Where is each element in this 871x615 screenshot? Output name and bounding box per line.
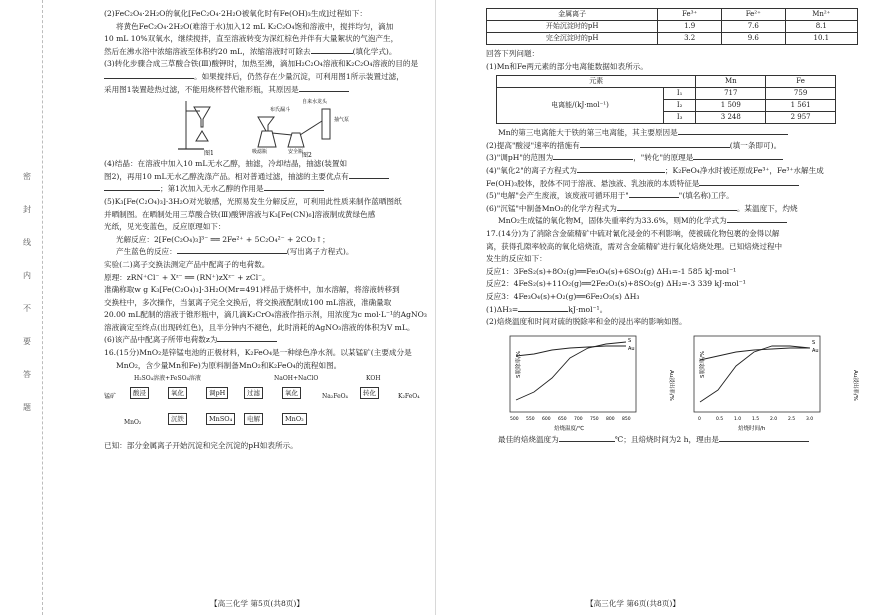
text-line: 光解反应：2[Fe(C₂O₄)₃]³⁻ ══ 2Fe²⁺ + 5C₂O₄²⁻ + 2CO₂↑； bbox=[116, 234, 330, 244]
svg-text:S脱除率/%: S脱除率/% bbox=[516, 350, 522, 378]
ph-table bbox=[486, 8, 858, 45]
answer-blank[interactable] bbox=[699, 185, 799, 186]
text-line: 准确称取w g K₃[Fe(C₂O₄)₃]·3H₂O(Mr=491)样品于烧杯中，加水溶解，将溶液转移到 bbox=[104, 285, 400, 295]
svg-text:焙烧时间/h: 焙烧时间/h bbox=[738, 425, 766, 432]
text-line: 将黄色FeC₂O₄·2H₂O(难溶于水)加入12 mL K₂C₂O₄饱和溶液中，搅拌均匀，滴加 bbox=[116, 21, 394, 31]
text-line: 产生蓝色的反应： (写出离子方程式)。 bbox=[116, 247, 354, 257]
figure-1-caption: 图1 bbox=[204, 150, 214, 158]
answer-blank[interactable] bbox=[678, 134, 788, 135]
left-content bbox=[104, 8, 430, 453]
text-line: 采用图1装置趁热过滤，不能用烧杯替代锥形瓶，其原因是 bbox=[104, 84, 430, 97]
text-line: 16.(15分)MnO₂是锌锰电池的正极材料，K₂FeO₄是一种绿色净水剂。以某锰矿(主要成分是 bbox=[104, 348, 412, 358]
process-flowchart: H₂SO₄溶液+FeSO₄溶液 NaOH+NaClO KOH 锰矿 酸浸 氧化 调pH 过滤 氧化 Na₂FeO₄ 转化 K₂FeO₄ MnO₂ 沉铁 MnSO₄ 电解 MnO₂ bbox=[104, 375, 420, 427]
table-row: I₂ 1 509 1 561 bbox=[497, 100, 836, 112]
text-line: 实验(二)离子交换法测定产品中配离子的电荷数。 bbox=[104, 259, 270, 269]
svg-text:S: S bbox=[812, 339, 816, 346]
table-row: 电离能/(kJ·mol⁻¹) I₁ 717 759 bbox=[497, 88, 836, 100]
svg-text:Au浸出率/%: Au浸出率/% bbox=[852, 369, 858, 401]
svg-text:500: 500 bbox=[510, 416, 519, 422]
text-line: MnO₂生成锰的氧化物M，固体失重率约为33.6%，则M的化学式为 bbox=[486, 215, 858, 228]
figure-2-caption: 图2 bbox=[302, 152, 312, 160]
svg-text:吸滤瓶: 吸滤瓶 bbox=[252, 149, 268, 156]
text-line: (4)结晶：在溶液中加入10 mL无水乙醇，抽滤，冷却结晶，抽滤(装置如 bbox=[104, 159, 348, 169]
svg-text:Au: Au bbox=[812, 347, 819, 354]
ionization-energy-table bbox=[496, 75, 836, 124]
text-line: 离，获得孔隙率较高的氧化焙烧渣，需对含金硫精矿进行氧化焙烧处理。已知焙烧过程中 bbox=[486, 241, 783, 251]
svg-text:0.5: 0.5 bbox=[716, 416, 724, 422]
svg-text:Au: Au bbox=[628, 345, 635, 352]
text-line: 交换柱中，多次操作，当氯离子完全交换后，将交换液配制成100 mL溶液，准确量取 bbox=[104, 297, 392, 307]
text-line: (4)"氧化2"的离子方程式为 ；K₂FeO₄净水时被还原成Fe³⁺，Fe³⁺水解生成 bbox=[486, 165, 824, 175]
svg-text:800: 800 bbox=[606, 416, 615, 422]
text-line: 回答下列问题： bbox=[486, 49, 540, 58]
answer-blank[interactable] bbox=[217, 341, 277, 342]
svg-text:850: 850 bbox=[622, 416, 631, 422]
figure-1-filtration bbox=[174, 97, 244, 157]
svg-text:抽气泵: 抽气泵 bbox=[334, 117, 350, 124]
answer-blank[interactable] bbox=[264, 190, 324, 191]
margin-label: 密 封 线 内 不 要 答 题 bbox=[23, 172, 31, 412]
series-s-line bbox=[516, 342, 626, 400]
svg-text:S: S bbox=[628, 337, 632, 344]
svg-text:1.0: 1.0 bbox=[734, 416, 742, 422]
page-footer: 【高三化学 第6页(共8页)】 bbox=[586, 599, 680, 608]
svg-text:650: 650 bbox=[558, 416, 567, 422]
answer-blank[interactable] bbox=[629, 197, 679, 198]
text-line: 原理：zRN⁺Cl⁻ + Xᶻ⁻ ══ (RN⁺)zXᶻ⁻ + zCl⁻。 bbox=[104, 272, 270, 282]
answer-blank[interactable] bbox=[577, 172, 665, 173]
text-line: 图2)，再用10 mL无水乙醇洗涤产品。相对普通过滤，抽滤的主要优点有 bbox=[104, 171, 430, 184]
right-page bbox=[435, 0, 871, 615]
table-header-row: 金属离子 Fe³⁺ Fe²⁺ Mn²⁺ bbox=[487, 9, 858, 21]
text-line: 光纸，见光变蓝色，反应原理如下： bbox=[104, 222, 226, 232]
answer-blank[interactable] bbox=[104, 78, 194, 79]
text-line: (6)该产品中配离子所带电荷数z为 bbox=[104, 334, 430, 347]
table-header-row: 元素 Mn Fe bbox=[497, 76, 836, 88]
svg-text:自来水龙头: 自来水龙头 bbox=[302, 99, 328, 106]
text-line: 发生的反应如下： bbox=[486, 254, 547, 264]
chart-time bbox=[670, 330, 858, 434]
svg-text:焙烧温度/℃: 焙烧温度/℃ bbox=[554, 425, 585, 432]
table-row: 完全沉淀时的pH 3.2 9.6 10.1 bbox=[487, 33, 858, 45]
text-line: (6)"沉锰"中制备MnO₂的化学方程式为 。某温度下，灼烧 bbox=[486, 203, 798, 213]
svg-text:S脱除率/%: S脱除率/% bbox=[700, 350, 706, 378]
text-line: (1)ΔH₃= kJ·mol⁻¹。 bbox=[486, 304, 608, 314]
text-line: (2)焙烧温度和时间对硫的脱除率和金的浸出率的影响如图。 bbox=[486, 317, 687, 327]
answer-blank[interactable] bbox=[580, 147, 730, 148]
text-line: (3)转化步骤合成三草酸合铁(Ⅲ)酸钾时，加热至沸，滴加H₂C₂O₄溶液和K₂C₂O₄溶液的目的是 bbox=[104, 59, 419, 69]
answer-blank[interactable] bbox=[553, 159, 633, 160]
svg-text:Au浸出率/%: Au浸出率/% bbox=[668, 369, 674, 401]
table-row: I₃ 3 248 2 957 bbox=[497, 112, 836, 124]
binding-margin bbox=[0, 0, 43, 615]
text-line: (2)FeC₂O₄·2H₂O的氧化[FeC₂O₄·2H₂O被氧化时有Fe(OH)₃生成]过程如下： bbox=[104, 9, 367, 18]
text-line: 20.00 mL配制的溶液于锥形瓶中，滴几滴K₂CrO₄溶液作指示剂，用浓度为c mol·L⁻¹的AgNO₃ bbox=[104, 310, 427, 320]
right-content bbox=[486, 8, 858, 446]
text-line: (1)Mn和Fe两元素的部分电离能数据如表所示。 bbox=[486, 61, 648, 71]
answer-blank[interactable] bbox=[559, 441, 615, 442]
svg-text:700: 700 bbox=[574, 416, 583, 422]
svg-text:2.0: 2.0 bbox=[770, 416, 778, 422]
answer-blank[interactable] bbox=[177, 253, 287, 254]
text-line: Mn的第三电离能大于铁的第三电离能，其主要原因是 bbox=[486, 127, 858, 140]
text-line: 反应1：3FeS₂(s)+8O₂(g)══Fe₃O₄(s)+6SO₂(g) ΔH₁=-1 585 kJ·mol⁻¹ bbox=[486, 266, 737, 276]
text-line: (5)"电解"会产生废液，该废液可循环用于" "(填名称)工序。 bbox=[486, 191, 734, 201]
answer-blank[interactable] bbox=[104, 190, 160, 191]
answer-blank[interactable] bbox=[693, 159, 783, 160]
series-au-line bbox=[700, 348, 810, 360]
answer-blank[interactable] bbox=[299, 91, 349, 92]
text-line: ；第1次加入无水乙醇的作用是 bbox=[104, 183, 430, 196]
text-line: 。如果搅拌后，仍然存在少量沉淀，可利用图1所示装置过滤， bbox=[104, 71, 430, 84]
text-line: 溶液滴定至终点(出现砖红色)，且半分钟内不褪色，此时消耗的AgNO₃溶液的体积为V mL。 bbox=[104, 322, 415, 332]
svg-text:2.5: 2.5 bbox=[788, 416, 796, 422]
text-line: 17.(14分)为了消除含金硫精矿中硫对氰化浸金的不利影响，使被硫化物包裹的金得以解 bbox=[486, 228, 780, 238]
svg-text:550: 550 bbox=[526, 416, 535, 422]
text-line: 最佳的焙烧温度为 ℃；且焙烧时间为2 h，理由是 bbox=[486, 434, 858, 447]
text-line: 已知：部分金属离子开始沉淀和完全沉淀的pH如表所示。 bbox=[104, 441, 298, 451]
series-au-line bbox=[516, 346, 626, 356]
roasting-charts bbox=[486, 330, 858, 434]
table-row: 开始沉淀时的pH 1.9 7.6 8.1 bbox=[487, 21, 858, 33]
svg-text:750: 750 bbox=[590, 416, 599, 422]
text-line: MnO₂，含少量Mn和Fe)为原料制备MnO₂和K₂FeO₄的流程如图。 bbox=[116, 360, 342, 370]
answer-blank[interactable] bbox=[719, 441, 809, 442]
chart-temperature bbox=[486, 330, 674, 434]
answer-blank[interactable] bbox=[617, 210, 737, 211]
text-line: 反应3：4Fe₃O₄(s)+O₂(g)══6Fe₂O₃(s) ΔH₃ bbox=[486, 291, 640, 301]
text-line: 然后在沸水浴中浓缩溶液至体积约20 mL，浓缩溶液时可除去 (填化学式)。 bbox=[104, 46, 397, 56]
series-s-line bbox=[700, 346, 810, 402]
svg-text:0: 0 bbox=[698, 416, 701, 422]
figure-2-suction bbox=[248, 97, 368, 160]
text-line: 反应2：4FeS₂(s)+11O₂(g)══2Fe₂O₃(s)+8SO₂(g) ΔH₂=-3 339 kJ·mol⁻¹ bbox=[486, 279, 746, 289]
answer-blank[interactable] bbox=[311, 53, 353, 54]
text-line: (3)"调pH"的范围为 ，"转化"的原理是 bbox=[486, 152, 858, 165]
text-line: (2)提高"酸浸"速率的措施有 (填一条即可)。 bbox=[486, 140, 782, 150]
text-line: Fe(OH)₃胶体，胶体不同于溶液、悬浊液、乳浊液的本质特征是 bbox=[486, 178, 858, 191]
answer-blank[interactable] bbox=[518, 311, 568, 312]
svg-text:600: 600 bbox=[542, 416, 551, 422]
svg-text:3.0: 3.0 bbox=[806, 416, 814, 422]
left-page bbox=[0, 0, 435, 615]
text-line: 10 mL 10%双氧水，继续搅拌，直至溶液转变为深红棕色并伴有大量絮状的气泡产生， bbox=[104, 34, 399, 44]
svg-text:安全瓶: 安全瓶 bbox=[288, 149, 304, 156]
answer-blank[interactable] bbox=[349, 178, 389, 179]
svg-text:1.5: 1.5 bbox=[752, 416, 760, 422]
text-line: (5)K₃[Fe(C₂O₄)₃]·3H₂O对光敏感，光照易发生分解反应，可利用此性质来制作蓝晒图纸 bbox=[104, 196, 402, 206]
answer-blank[interactable] bbox=[727, 222, 787, 223]
svg-text:布氏漏斗: 布氏漏斗 bbox=[270, 107, 291, 114]
text-line: 并晒制图。在晒制处用三草酸合铁(Ⅲ)酸钾溶液与K₃[Fe(CN)₆]溶液制成黄绿色感 bbox=[104, 209, 376, 219]
apparatus-figures bbox=[174, 97, 430, 160]
page-footer: 【高三化学 第5页(共8页)】 bbox=[210, 599, 304, 608]
